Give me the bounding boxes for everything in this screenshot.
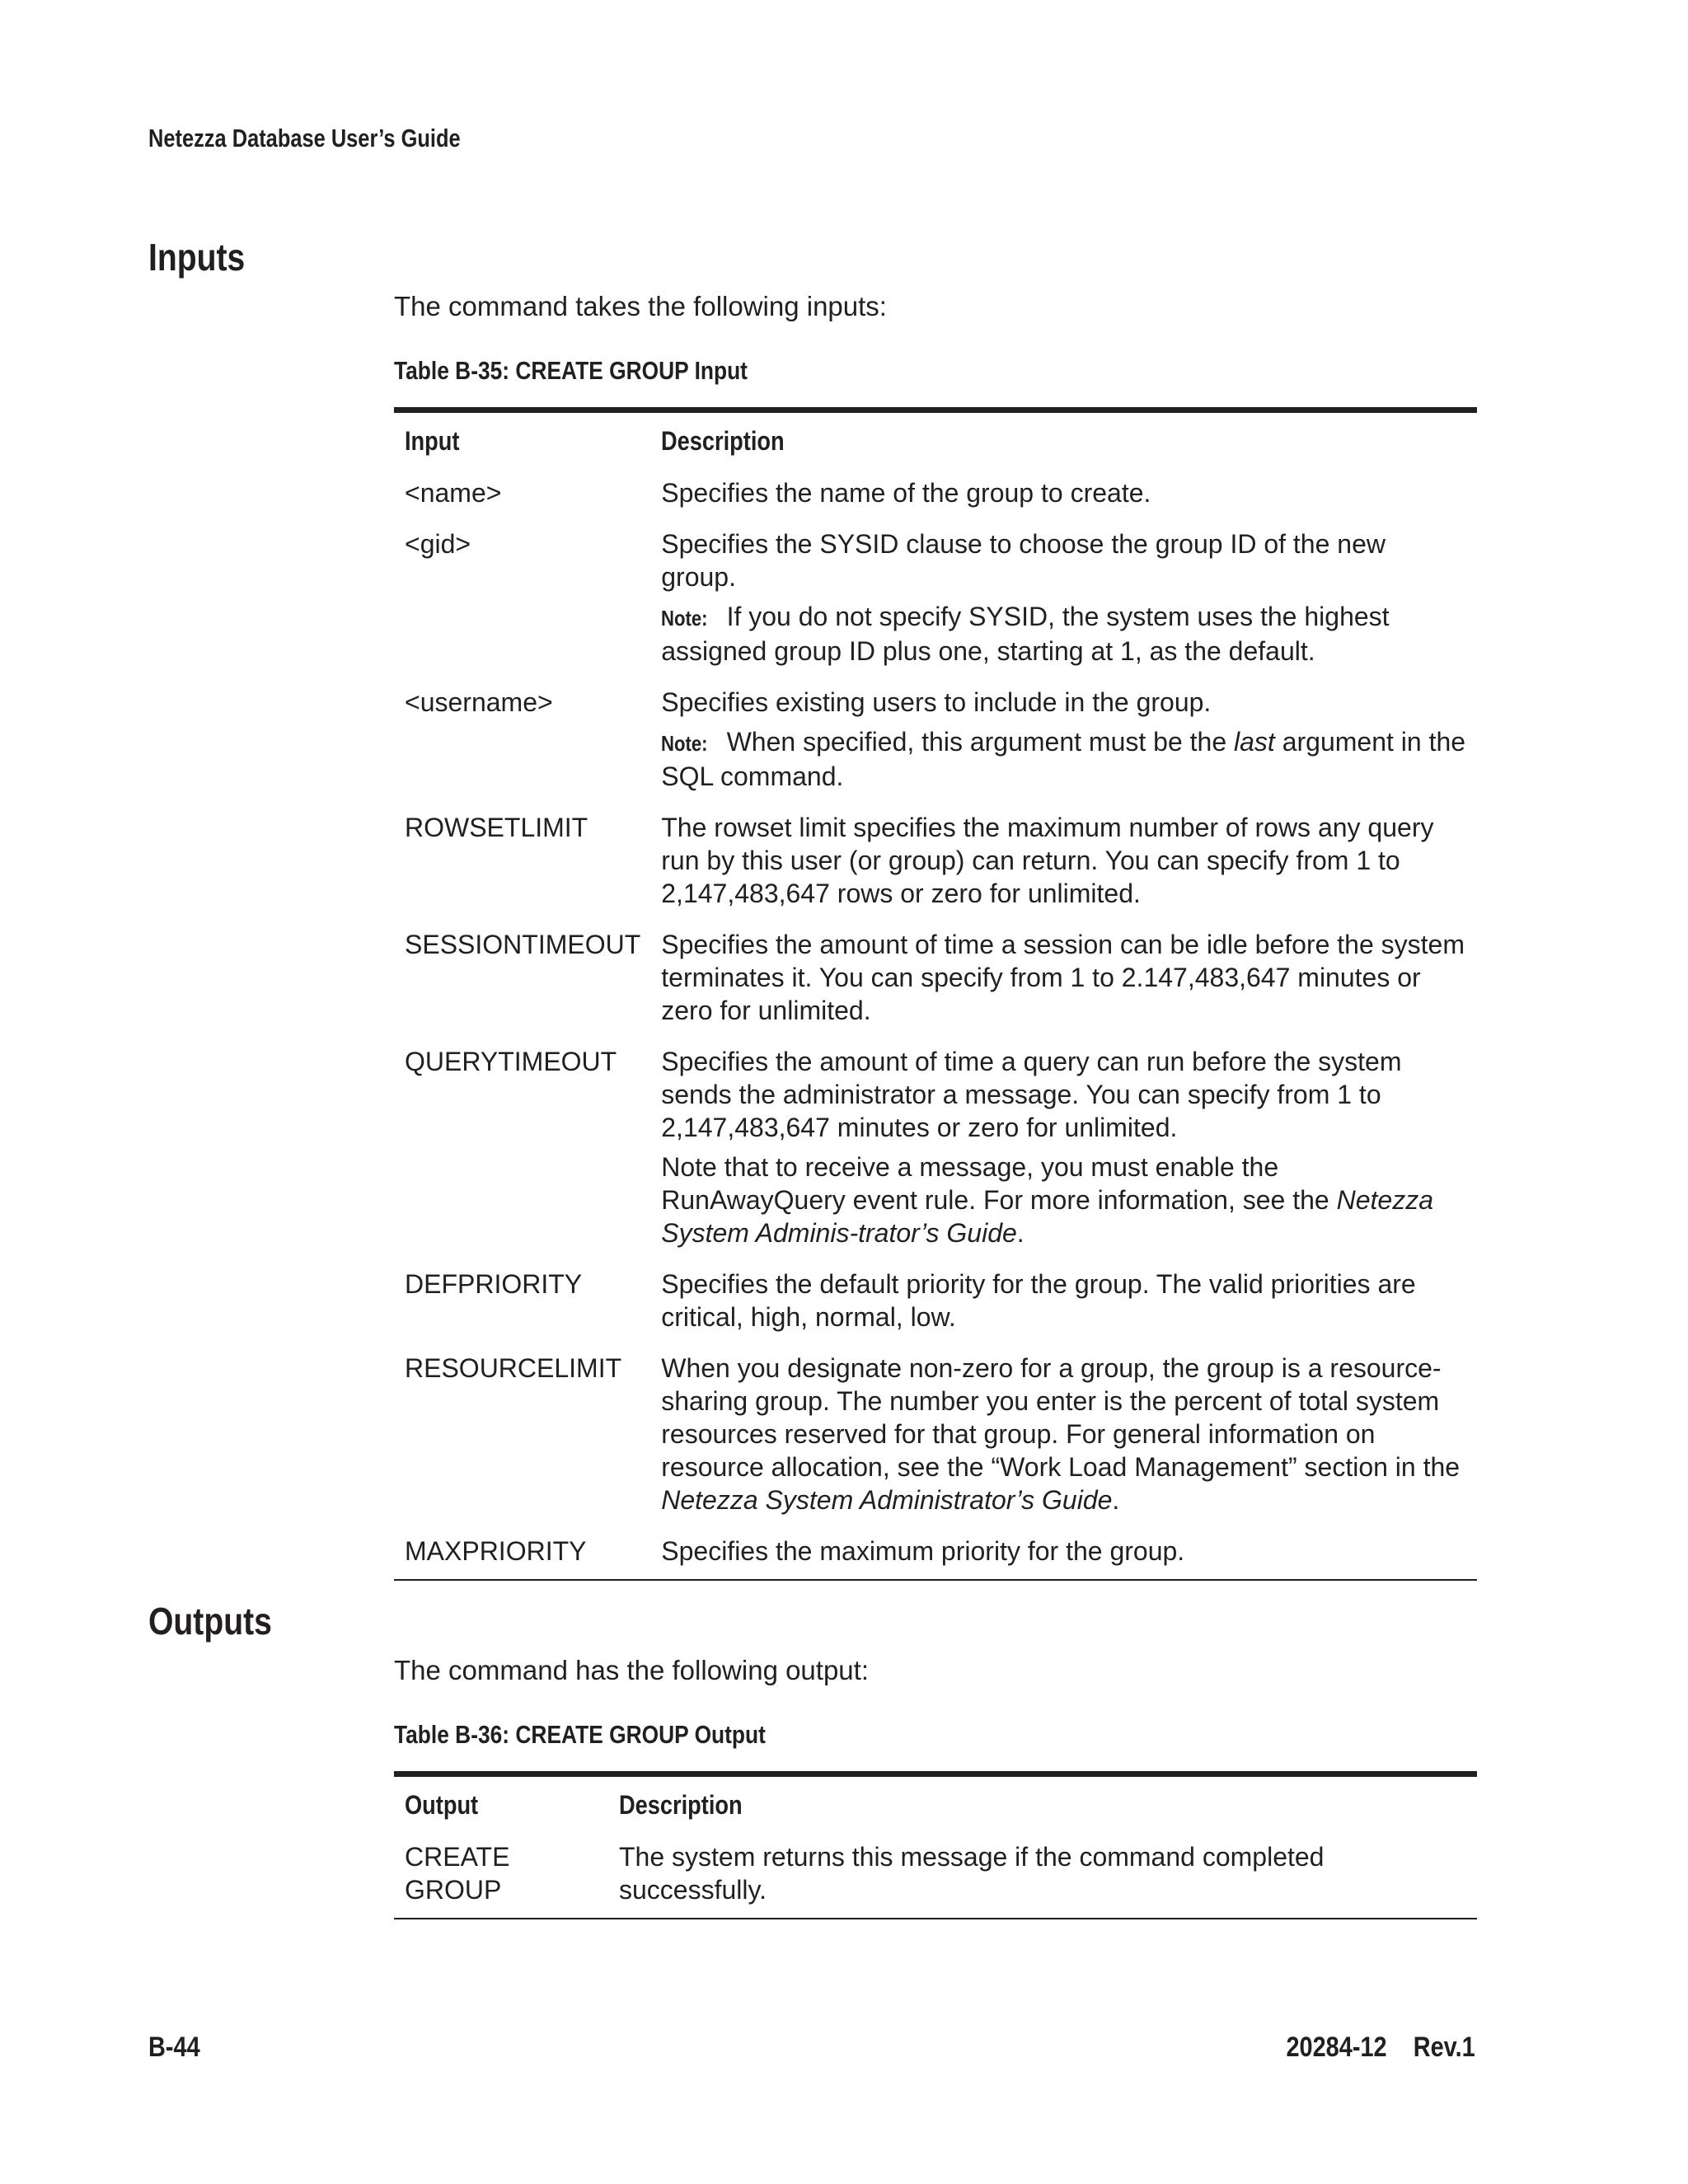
outputs-intro: The command has the following output: (394, 1655, 870, 1685)
table-row (394, 802, 1477, 919)
table-header-row (394, 1774, 1477, 1832)
input-name: <name> (405, 478, 502, 508)
table-row (394, 1258, 1477, 1343)
output-description: The system returns this message if the command completed successfully. (619, 1842, 1325, 1905)
note (661, 725, 1467, 793)
inputs-table-caption: Table B-35: CREATE GROUP Input (394, 356, 748, 385)
input-name: SESSIONTIMEOUT (405, 930, 641, 959)
input-name: <gid> (405, 529, 471, 559)
input-name: MAXPRIORITY (405, 1536, 587, 1566)
input-description: Specifies the maximum priority for the group. (661, 1536, 1185, 1566)
column-header-description: Description (661, 426, 785, 456)
input-description: Specifies existing users to include in the group. (661, 687, 1212, 717)
table-row (394, 467, 1477, 518)
guide-reference: Netezza System Adminis-trator’s Guide (661, 1185, 1433, 1248)
guide-reference: Netezza System Administrator’s Guide (661, 1485, 1113, 1515)
input-description-cell (650, 677, 1477, 802)
note-text: Note that to receive a message, you must enable the RunAwayQuery event rule. For more information, see the (661, 1152, 1337, 1215)
note (661, 600, 1467, 668)
inputs-table (394, 407, 1477, 1581)
input-description (650, 1343, 1477, 1526)
table-row (394, 677, 1477, 802)
table-row (394, 919, 1477, 1036)
input-name: ROWSETLIMIT (405, 813, 588, 842)
outputs-table-caption: Table B-36: CREATE GROUP Output (394, 1720, 766, 1749)
column-header-input: Input (405, 426, 460, 456)
input-description: Specifies the default priority for the group. The valid priorities are critical, high, normal, low. (661, 1269, 1416, 1332)
input-description: Specifies the name of the group to create. (661, 478, 1151, 508)
table-row (394, 518, 1477, 677)
input-name: <username> (405, 687, 553, 717)
note-label: Note: (661, 731, 708, 756)
note-text: If you do not specify SYSID, the system uses the highest assigned group ID plus one, starting at 1, as the default. (661, 602, 1390, 666)
table-row (394, 1343, 1477, 1526)
input-description: The rowset limit specifies the maximum number of rows any query run by this user (or group) can return. You can specify from 1 to 2,147,483,647 rows or zero for unlimited. (661, 813, 1434, 908)
page-number: B-44 (148, 2032, 200, 2063)
note-text-end: argument in the SQL command. (661, 727, 1466, 791)
description-text: When you designate non-zero for a group, the group is a resource-sharing group. The number you enter is the percent of total system resources reserved for that group. For general information on resource allocation, see the “Work Load Management” section in the (661, 1353, 1461, 1482)
document-number: 20284-12 Rev.1 (1286, 2032, 1475, 2063)
input-description-cell (650, 1036, 1477, 1258)
running-header: Netezza Database User’s Guide (148, 124, 461, 152)
table-row (394, 1526, 1477, 1580)
column-header-output: Output (405, 1790, 479, 1820)
input-description-cell (650, 518, 1477, 677)
note-text-end: . (1016, 1218, 1025, 1248)
outputs-table (394, 1771, 1477, 1919)
output-name: CREATE GROUP (405, 1842, 510, 1905)
input-name: DEFPRIORITY (405, 1269, 583, 1299)
inputs-heading: Inputs (148, 236, 246, 279)
column-header-description: Description (619, 1790, 743, 1820)
note-text: When specified, this argument must be the (726, 727, 1234, 757)
input-name: QUERYTIMEOUT (405, 1047, 617, 1076)
input-description: Specifies the amount of time a query can run before the system sends the administrator a message. You can specify from 1 to 2,147,483,647 minutes or zero for unlimited. (661, 1047, 1402, 1142)
input-description: Specifies the amount of time a session can be idle before the system terminates it. You can specify from 1 to 2.147,483,647 minutes or zero for unlimited. (661, 930, 1465, 1025)
outputs-heading: Outputs (148, 1600, 272, 1643)
note-emphasis: last (1234, 727, 1275, 757)
note-label: Note: (661, 606, 708, 630)
table-row (394, 1036, 1477, 1258)
inputs-intro: The command takes the following inputs: (394, 291, 887, 321)
table-header-row (394, 410, 1477, 468)
additional-note (661, 1151, 1467, 1249)
input-name: RESOURCELIMIT (405, 1353, 622, 1383)
table-row (394, 1831, 1477, 1919)
description-text-end: . (1112, 1485, 1120, 1515)
input-description: Specifies the SYSID clause to choose the group ID of the new group. (661, 529, 1386, 592)
